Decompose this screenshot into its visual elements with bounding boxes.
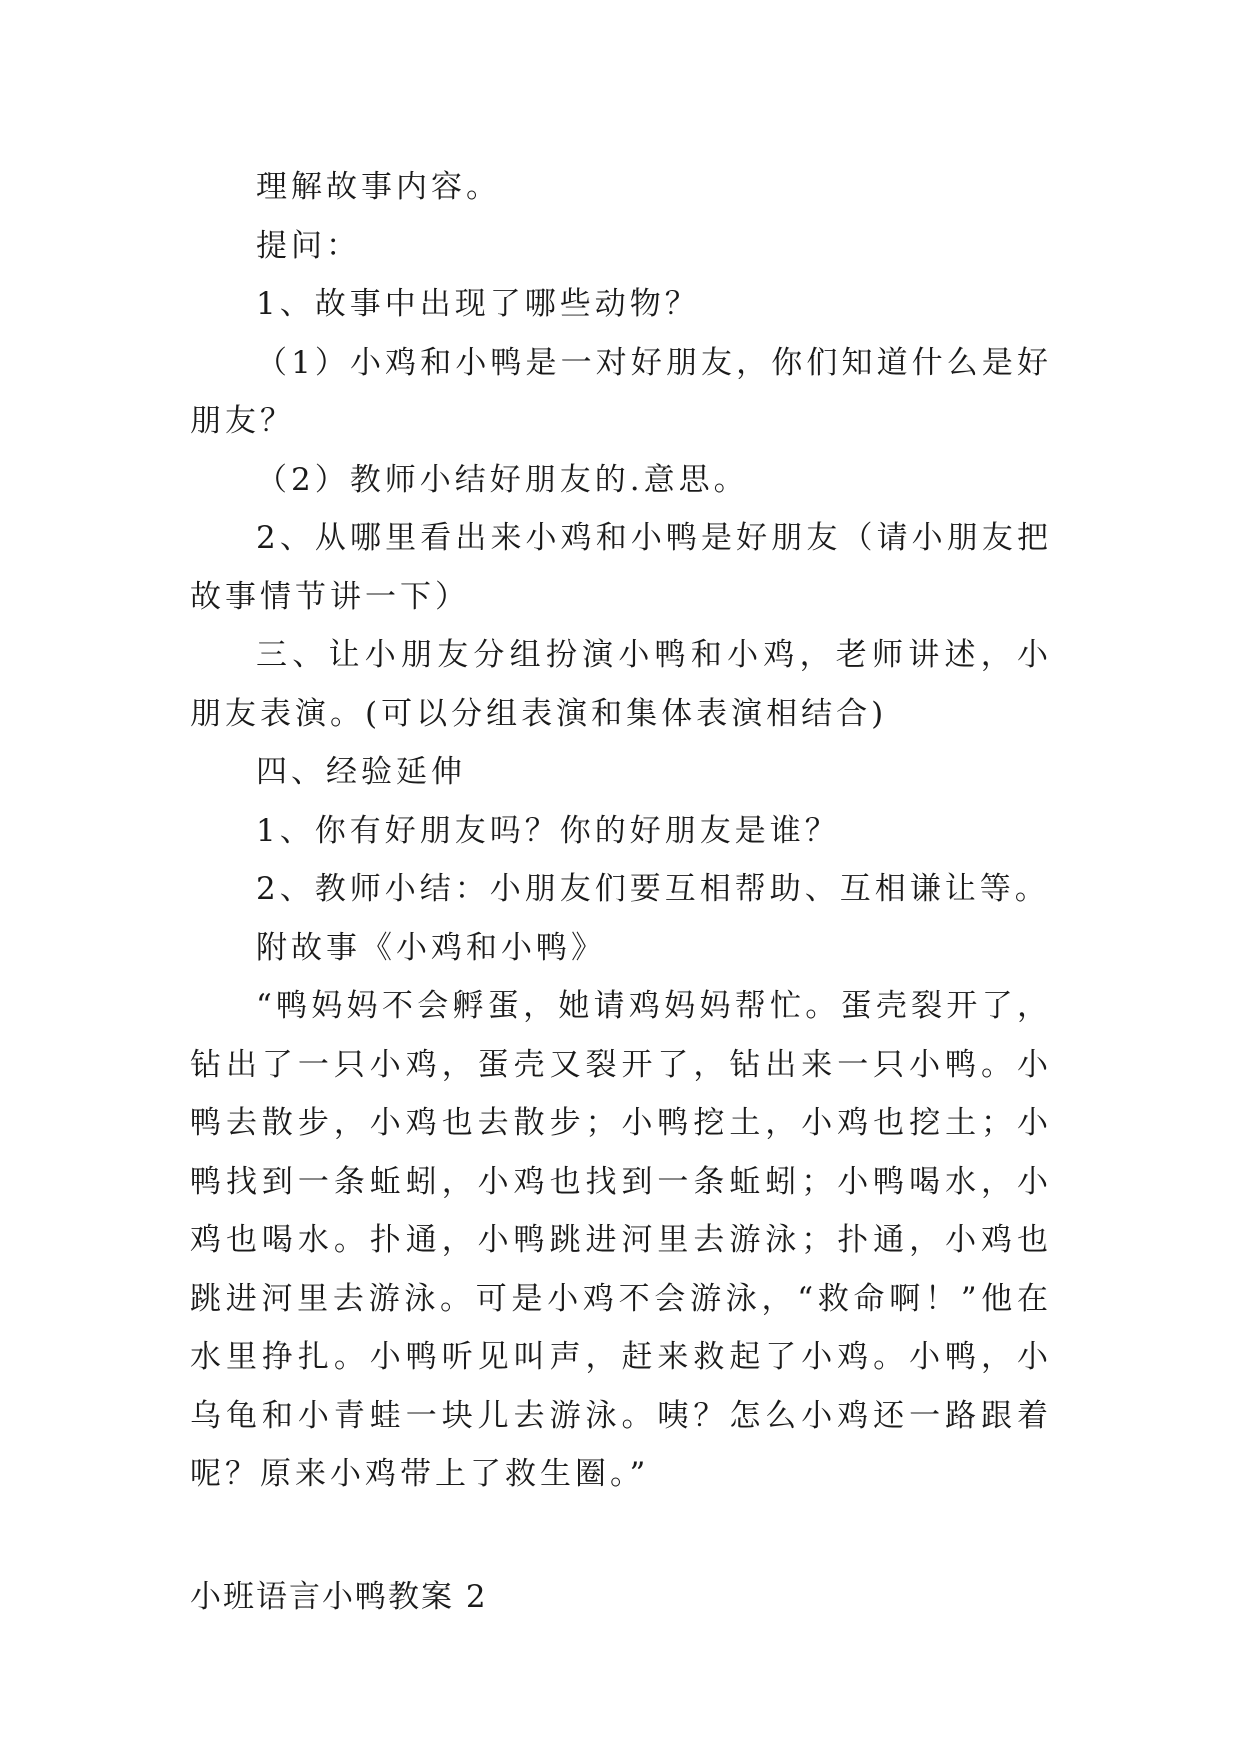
paragraph-question-1: 1、故事中出现了哪些动物？ bbox=[256, 286, 700, 322]
paragraph-story-text: “鸭妈妈不会孵蛋，她请鸡妈妈帮忙。蛋壳裂开了，钻出了一只小鸡，蛋壳又裂开了，钻出来一只小鸭。小鸭去散步，小鸡也去散步；小鸭挖土，小鸡也挖土；小鸭找到一条蚯蚓，小鸡也找到一条蚯蚓；小鸭喝水，小鸡也喝水。扑通，小鸭跳进河里去游泳；扑通，小鸡也跳进河里去游泳。可是小鸡不会游泳，“救命啊！”他在水里挣扎。小鸭听见叫声，赶来救起了小鸡。小鸭，小乌龟和小青蛙一块儿去游泳。咦？怎么小鸡还一路跟着呢？原来小鸡带上了救生圈。” bbox=[190, 988, 1052, 1492]
paragraph-understand-story: 理解故事内容。 bbox=[256, 169, 501, 205]
section-title: 小班语言小鸭教案 2 bbox=[190, 1578, 488, 1615]
paragraph-question-1-sub-2: （2）教师小结好朋友的.意思。 bbox=[256, 461, 749, 498]
paragraph-questions-label: 提问： bbox=[256, 227, 361, 264]
paragraph-question-2: 2、从哪里看出来小鸡和小鸭是好朋友（请小朋友把故事情节讲一下） bbox=[190, 520, 1052, 615]
document-body bbox=[190, 158, 1052, 1626]
paragraph-extension-1: 1、你有好朋友吗？你的好朋友是谁？ bbox=[256, 812, 840, 849]
paragraph-appendix-title: 附故事《小鸡和小鸭》 bbox=[256, 929, 606, 966]
paragraph-section-four: 四、经验延伸 bbox=[256, 754, 466, 790]
paragraph-question-1-sub-1: （1）小鸡和小鸭是一对好朋友，你们知道什么是好朋友？ bbox=[190, 344, 1052, 439]
paragraph-section-three: 三、让小朋友分组扮演小鸭和小鸡，老师讲述，小朋友表演。(可以分组表演和集体表演相结合) bbox=[190, 637, 1052, 732]
paragraph-extension-2: 2、教师小结：小朋友们要互相帮助、互相谦让等。 bbox=[256, 871, 1050, 907]
